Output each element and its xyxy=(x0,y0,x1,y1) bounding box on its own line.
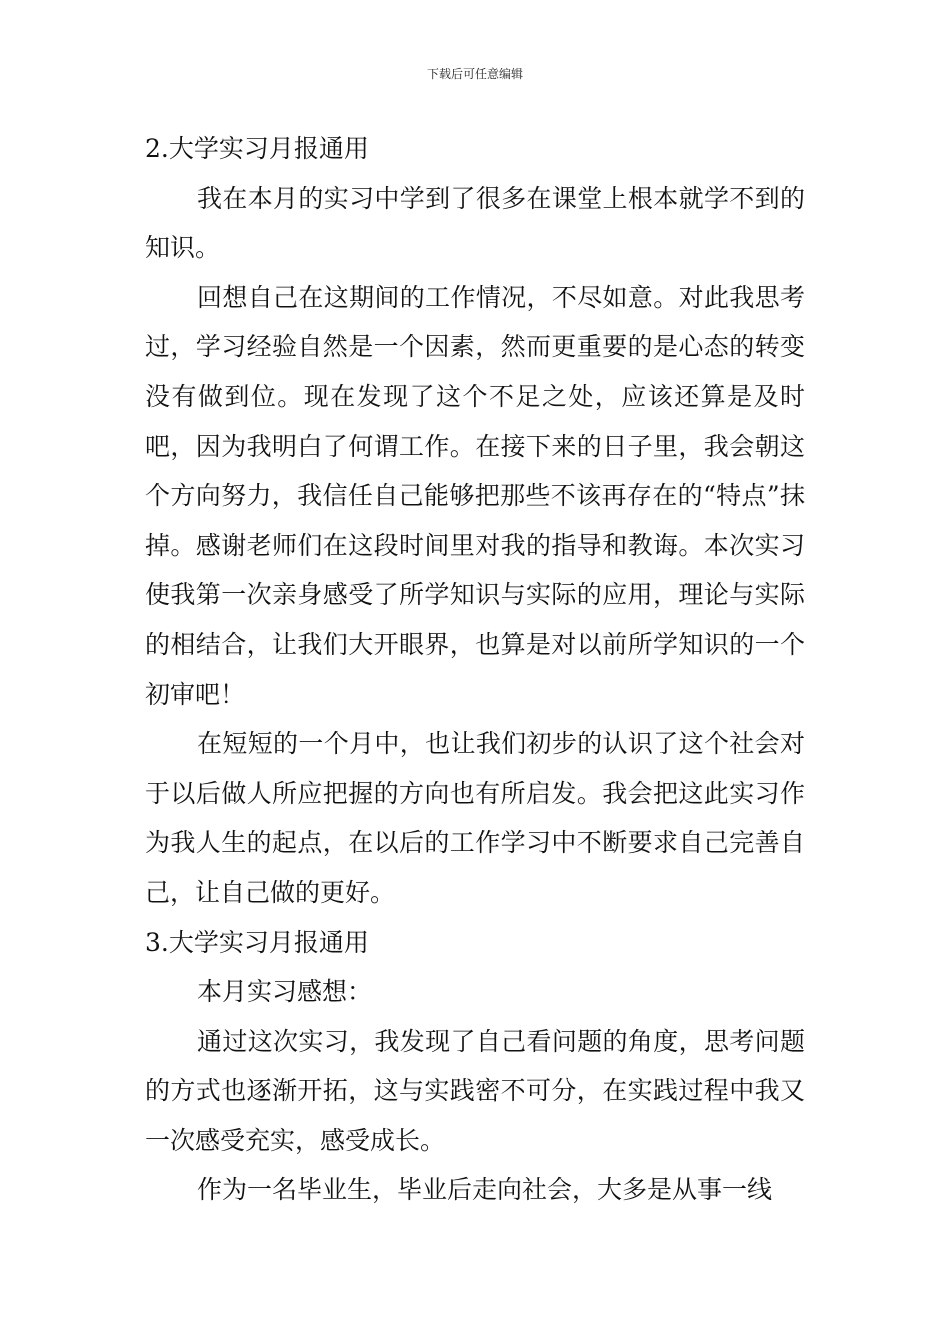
document-body xyxy=(145,124,805,1215)
section-heading-3: 3.大学实习月报通用 xyxy=(145,927,369,957)
paragraph: 我在本月的实习中学到了很多在课堂上根本就学不到的知识。 xyxy=(145,183,805,263)
page-header: 下载后可任意编辑 xyxy=(426,67,523,81)
paragraph: 在短短的一个月中，也让我们初步的认识了这个社会对于以后做人所应把握的方向也有所启发。我会把这此实习作为我人生的起点，在以后的工作学习中不断要求自己完善自己，让自己做的更好。 xyxy=(145,729,805,907)
paragraph: 本月实习感想： xyxy=(197,977,373,1007)
section-heading-2: 2.大学实习月报通用 xyxy=(145,134,369,163)
paragraph: 作为一名毕业生，毕业后走向社会，大多是从事一线 xyxy=(197,1175,773,1205)
paragraph: 通过这次实习，我发现了自己看问题的角度，思考问题的方式也逐渐开拓，这与实践密不可分，在实践过程中我又一次感受充实，感受成长。 xyxy=(145,1026,805,1155)
paragraph: 回想自己在这期间的工作情况，不尽如意。对此我思考过，学习经验自然是一个因素，然而更重要的是心态的转变没有做到位。现在发现了这个不足之处，应该还算是及时吧，因为我明白了何谓工作。在接下来的日子里，我会朝这个方向努力，我信任自己能够把那些不该再存在的“特点”抹掉。感谢老师们在这段时间里对我的指导和教诲。本次实习使我第一次亲身感受了所学知识与实际的应用，理论与实际的相结合，让我们大开眼界，也算是对以前所学知识的一个初审吧！ xyxy=(145,282,805,709)
